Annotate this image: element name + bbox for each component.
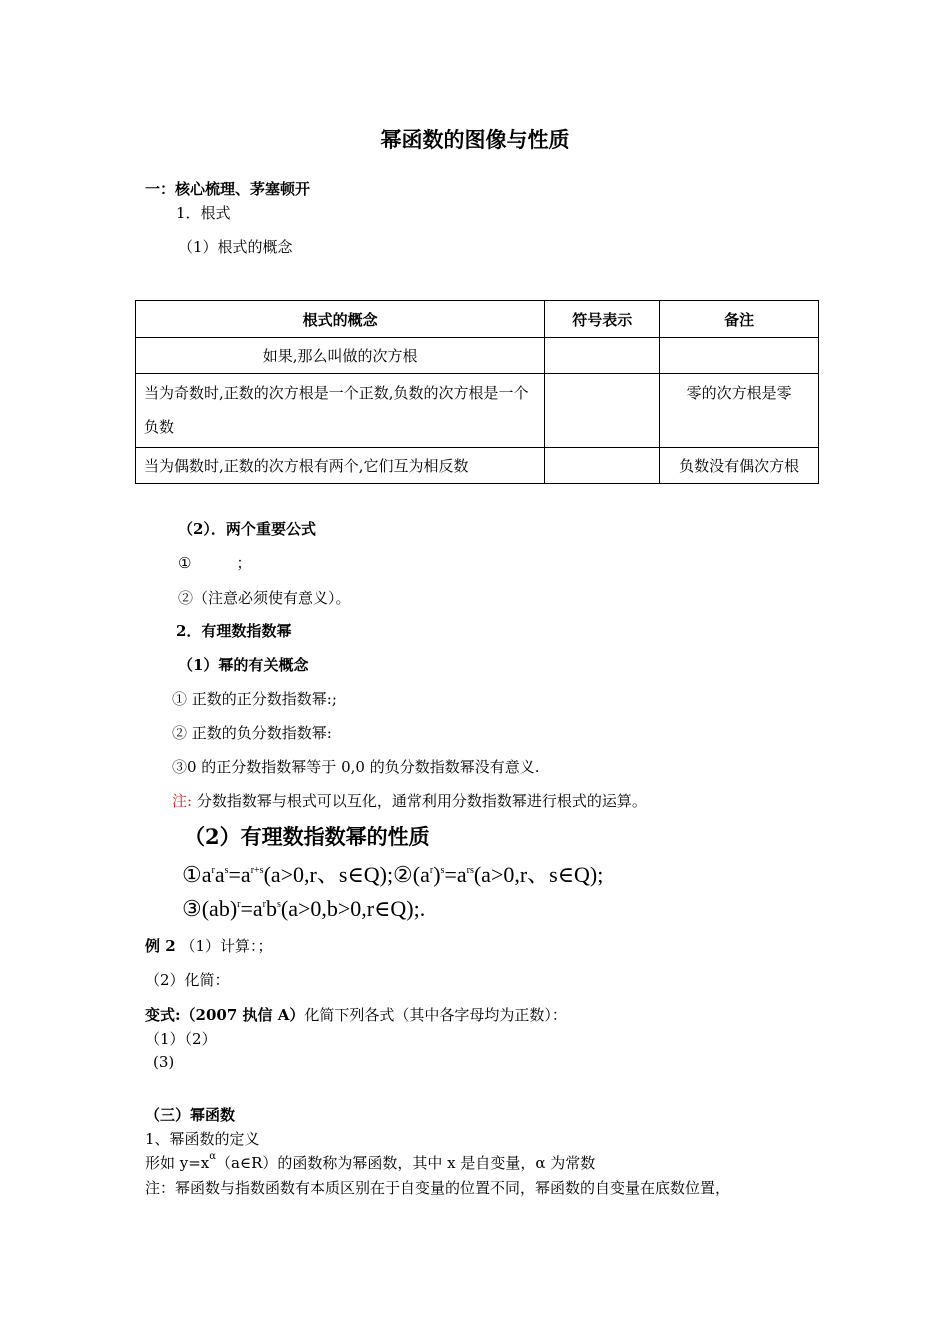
math-exponent: s: [224, 865, 229, 876]
math-exponent: r: [237, 899, 241, 910]
table-cell: 当为奇数时,正数的次方根是一个正数,负数的次方根是一个负数: [136, 374, 545, 448]
example-part-1: （1）计算：；: [180, 937, 273, 955]
variant-label: 变式:: [145, 1006, 181, 1024]
properties-heading: （2）有理数指数幂的性质: [184, 824, 430, 849]
power-function-definition: [145, 1152, 595, 1173]
definition-text: 形如 y=x: [145, 1154, 210, 1172]
math-exponent: r: [429, 865, 434, 876]
table-header-cell: 根式的概念: [136, 301, 545, 338]
example-2-line: [145, 935, 273, 956]
math-text: (a>0,r、s∈Q);②(a: [263, 862, 430, 887]
example-part-2: （2）化简：: [145, 971, 230, 989]
table-cell: [545, 448, 660, 484]
property-formula-line-1: [182, 858, 603, 889]
math-text: =a: [228, 862, 251, 887]
table-cell: [660, 338, 819, 374]
subheading-radical: 1．根式: [176, 204, 231, 222]
table-cell: 零的次方根是零: [660, 374, 819, 448]
definition-exponent: α: [209, 1151, 217, 1162]
math-text: ①a: [182, 862, 212, 887]
note-label: 注:: [172, 792, 193, 810]
math-exponent: s: [277, 899, 281, 910]
power-function-heading: （三）幂函数: [145, 1106, 236, 1124]
variant-text: 化简下列各式（其中各字母均为正数）：: [304, 1006, 567, 1024]
variant-item-3: (3): [153, 1053, 175, 1071]
power-function-note: 注：幂函数与指数函数有本质区别在于自变量的位置不同，幂函数的自变量在底数位置，: [145, 1179, 731, 1197]
formulas-heading: （2）．两个重要公式: [178, 520, 316, 538]
power-concept-item: ① 正数的正分数指数幂:;: [172, 690, 337, 708]
property-formula-line-2: [182, 896, 425, 922]
rational-exponent-heading: 2．有理数指数幂: [176, 622, 292, 640]
formula-1: ① ；: [178, 554, 252, 572]
table-cell: 当为偶数时,正数的次方根有两个,它们互为相反数: [136, 448, 545, 484]
table-cell: [545, 374, 660, 448]
table-header-cell: 备注: [660, 301, 819, 338]
math-text: a: [214, 862, 225, 887]
formula-2: ②（注意必须使有意义）。: [178, 589, 351, 607]
table-header-cell: 符号表示: [545, 301, 660, 338]
math-text: b: [266, 896, 277, 921]
math-text: ): [433, 862, 441, 887]
page-title: 幂函数的图像与性质: [380, 127, 570, 152]
math-exponent: r+s: [250, 865, 264, 876]
math-text: =a: [240, 896, 263, 921]
table-cell: 如果,那么叫做的次方根: [136, 338, 545, 374]
note-text: 分数指数幂与根式可以互化，通常利用分数指数幂进行根式的运算。: [196, 792, 647, 810]
subheading-radical-concept: （1）根式的概念: [178, 238, 293, 256]
power-concepts-heading: （1）幂的有关概念: [178, 656, 309, 674]
math-exponent: s: [440, 865, 445, 876]
table-cell: 负数没有偶次方根: [660, 448, 819, 484]
math-text: (a>0,r、s∈Q);: [473, 862, 604, 887]
power-concept-item: ② 正数的负分数指数幂:: [172, 724, 332, 742]
math-text: (a>0,b>0,r∈Q);.: [280, 896, 426, 921]
power-concept-item: ③0 的正分数指数幂等于 0,0 的负分数指数幂没有意义.: [172, 758, 540, 776]
note-line: [172, 790, 647, 811]
variant-items-1-2: （1）（2）: [145, 1030, 217, 1048]
radical-concept-table: [135, 300, 819, 484]
power-function-definition-heading: 1、幂函数的定义: [145, 1130, 260, 1148]
definition-text: （a∈R）的函数称为幂函数，其中 x 是自变量，α 为常数: [216, 1154, 596, 1172]
table-row: [136, 448, 819, 484]
math-exponent: r: [211, 865, 215, 876]
math-exponent: rs: [466, 865, 474, 876]
table-cell: [545, 338, 660, 374]
table-row: [136, 338, 819, 374]
variant-line: [145, 1004, 567, 1025]
section-heading-core: 一：核心梳理、茅塞顿开: [145, 180, 311, 198]
example-label: 例 2: [145, 937, 176, 955]
table-row: [136, 374, 819, 448]
variant-source: （2007 执信 A）: [180, 1006, 305, 1024]
table-header-row: [136, 301, 819, 338]
math-text: =a: [444, 862, 467, 887]
math-text: ③(ab): [182, 896, 238, 921]
math-exponent: r: [262, 899, 266, 910]
